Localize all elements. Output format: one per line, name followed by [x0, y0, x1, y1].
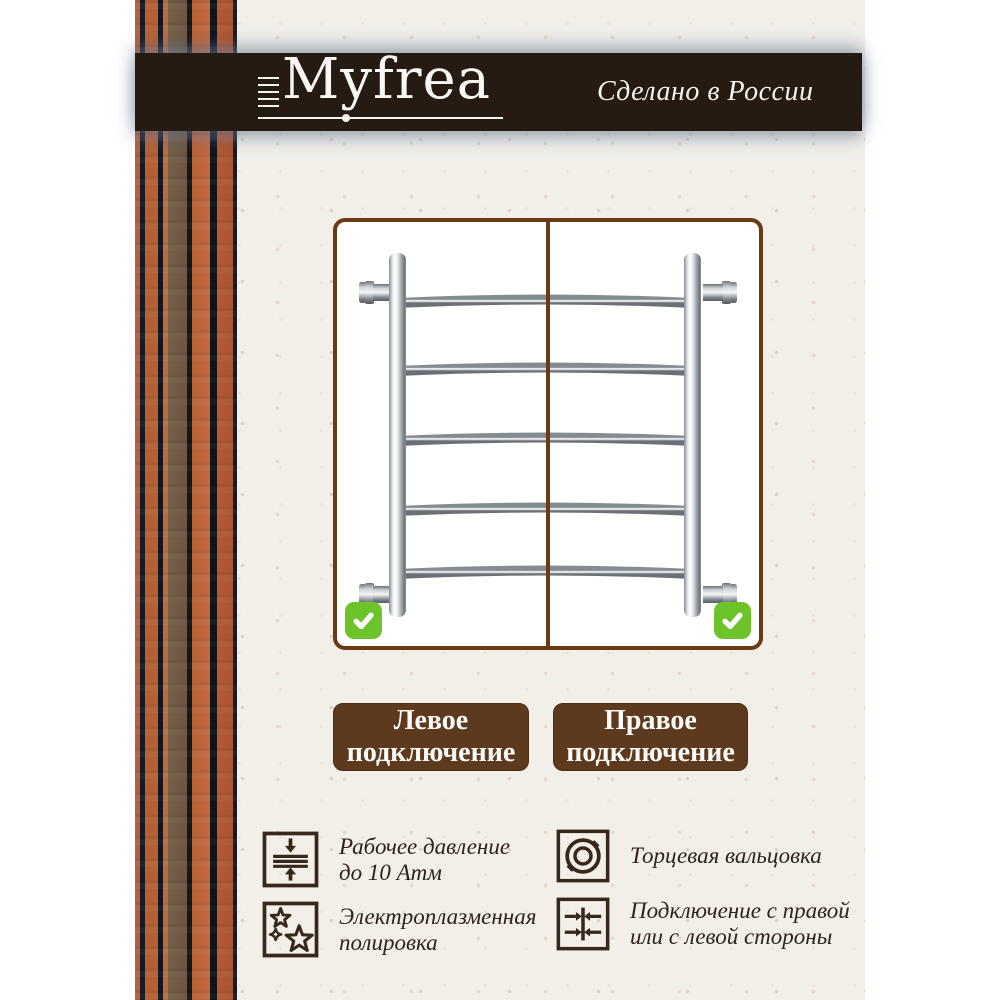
left-connection-label — [333, 703, 529, 771]
bracket-top-right — [703, 281, 737, 304]
bracket-top-left — [359, 281, 393, 304]
feature-pressure — [262, 831, 510, 888]
feature-polishing — [262, 901, 536, 958]
feature-text: Электроплазменная полировка — [339, 903, 537, 955]
polish-stars-icon — [262, 901, 319, 958]
wood-slats-decor — [135, 0, 237, 1000]
logo-lines-icon — [258, 77, 279, 107]
label-line: подключение — [346, 737, 516, 768]
end-rolling-icon — [556, 829, 610, 883]
brand-name: Myfrea — [282, 47, 491, 112]
label-line: подключение — [566, 737, 735, 768]
feature-text: Торцевая вальцовка — [630, 843, 822, 868]
pressure-icon — [262, 831, 319, 888]
two-side-connection-icon — [556, 897, 610, 951]
feature-text: Подключение с правой или с левой стороны — [630, 898, 850, 949]
made-in-text: Сделано в России — [597, 76, 814, 107]
logo-underline — [258, 117, 503, 119]
logo-dot — [342, 114, 350, 122]
checkmark-right — [714, 602, 751, 639]
right-connection-label — [553, 703, 748, 771]
product-image-panel — [333, 218, 763, 650]
panel-divider — [546, 222, 550, 646]
label-line: Правое — [604, 705, 697, 736]
checkmark-icon — [350, 607, 377, 634]
header-band — [135, 47, 862, 131]
feature-side-connection — [556, 897, 850, 951]
checkmark-icon — [719, 607, 746, 634]
checkmark-left — [345, 602, 382, 639]
feature-text: Рабочее давление до 10 Атм — [339, 833, 511, 885]
label-line: Левое — [393, 705, 469, 736]
feature-end-rolling — [556, 829, 822, 883]
